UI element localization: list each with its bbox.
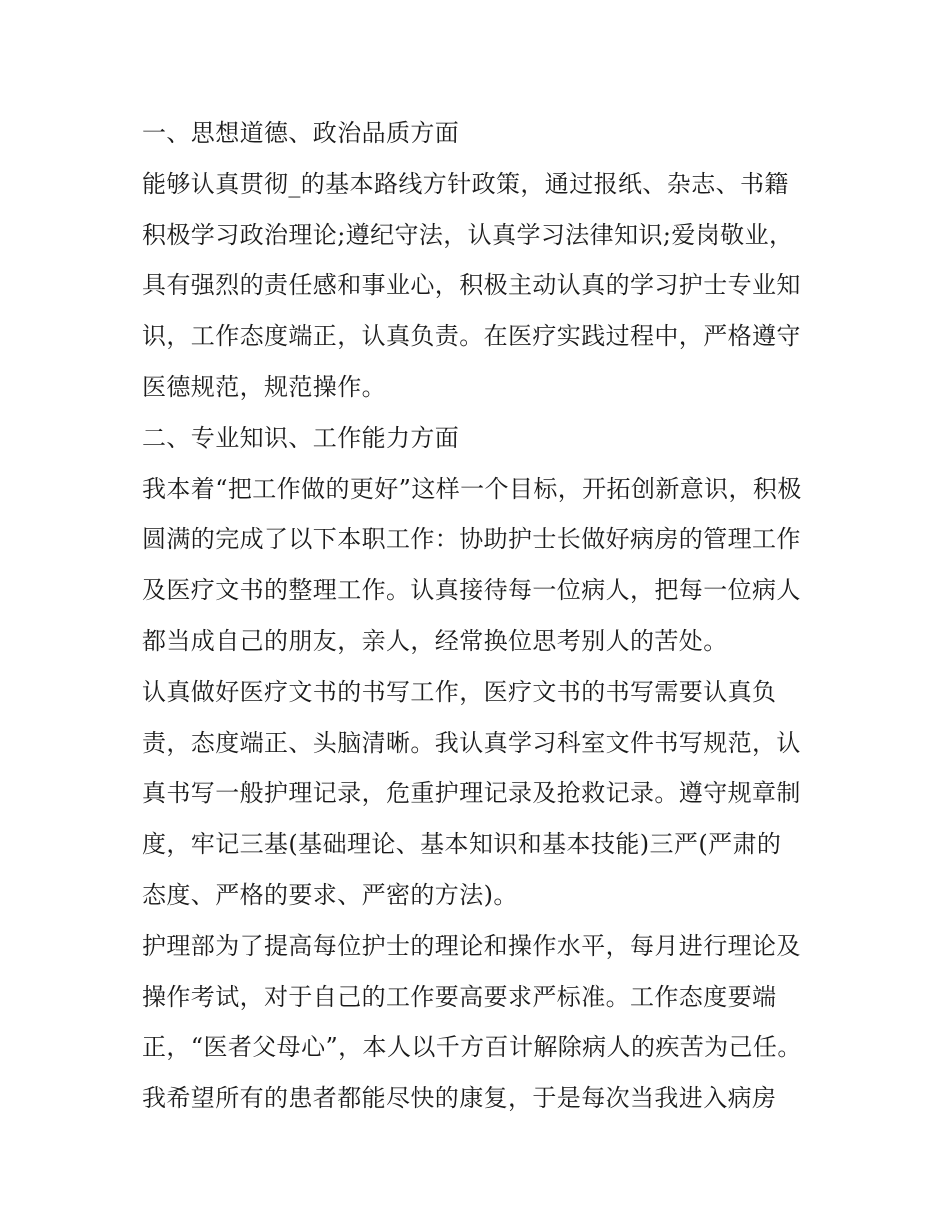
paragraph-2-line-3: 及医疗文书的整理工作。认真接待每一位病人，把每一位病人 (142, 576, 801, 605)
paragraph-2-line-1: 我本着“把工作做的更好”这样一个目标，开拓创新意识，积极 (142, 474, 802, 503)
paragraph-1-line-1: 能够认真贯彻_的基本路线方针政策，通过报纸、杂志、书籍 (142, 169, 789, 198)
paragraph-4-line-1: 护理部为了提高每位护士的理论和操作水平，每月进行理论及 (142, 931, 801, 960)
paragraph-3-line-5: 态度、严格的要求、严密的方法)。 (142, 880, 518, 909)
paragraph-2-line-4: 都当成自己的朋友，亲人，经常换位思考别人的苦处。 (142, 626, 728, 655)
paragraph-1-line-3: 具有强烈的责任感和事业心，积极主动认真的学习护士专业知 (142, 271, 801, 300)
paragraph-3-line-4: 度，牢记三基(基础理论、基本知识和基本技能)三严(严肃的 (142, 830, 782, 859)
paragraph-3-line-3: 真书写一般护理记录，危重护理记录及抢救记录。遵守规章制 (142, 779, 801, 808)
section-heading-2: 二、专业知识、工作能力方面 (142, 423, 460, 452)
paragraph-1-line-4: 识，工作态度端正，认真负责。在医疗实践过程中，严格遵守 (142, 322, 801, 351)
paragraph-3-line-1: 认真做好医疗文书的书写工作，医疗文书的书写需要认真负 (142, 677, 777, 706)
section-heading-1: 一、思想道德、政治品质方面 (142, 119, 460, 147)
paragraph-4-line-4: 我希望所有的患者都能尽快的康复，于是每次当我进入病房 (142, 1084, 777, 1113)
paragraph-4-line-3: 正，“医者父母心”，本人以千方百计解除病人的疾苦为己任。 (142, 1033, 802, 1062)
paragraph-1-line-2: 积极学习政治理论;遵纪守法，认真学习法律知识;爱岗敬业， (142, 220, 794, 249)
document-body (142, 108, 822, 1124)
paragraph-4-line-2: 操作考试，对于自己的工作要高要求严标准。工作态度要端 (142, 982, 777, 1011)
paragraph-2-line-2: 圆满的完成了以下本职工作：协助护士长做好病房的管理工作 (142, 525, 801, 554)
paragraph-1-line-5: 医德规范，规范操作。 (142, 372, 386, 401)
paragraph-3-line-2: 责，态度端正、头脑清晰。我认真学习科室文件书写规范，认 (142, 728, 801, 757)
